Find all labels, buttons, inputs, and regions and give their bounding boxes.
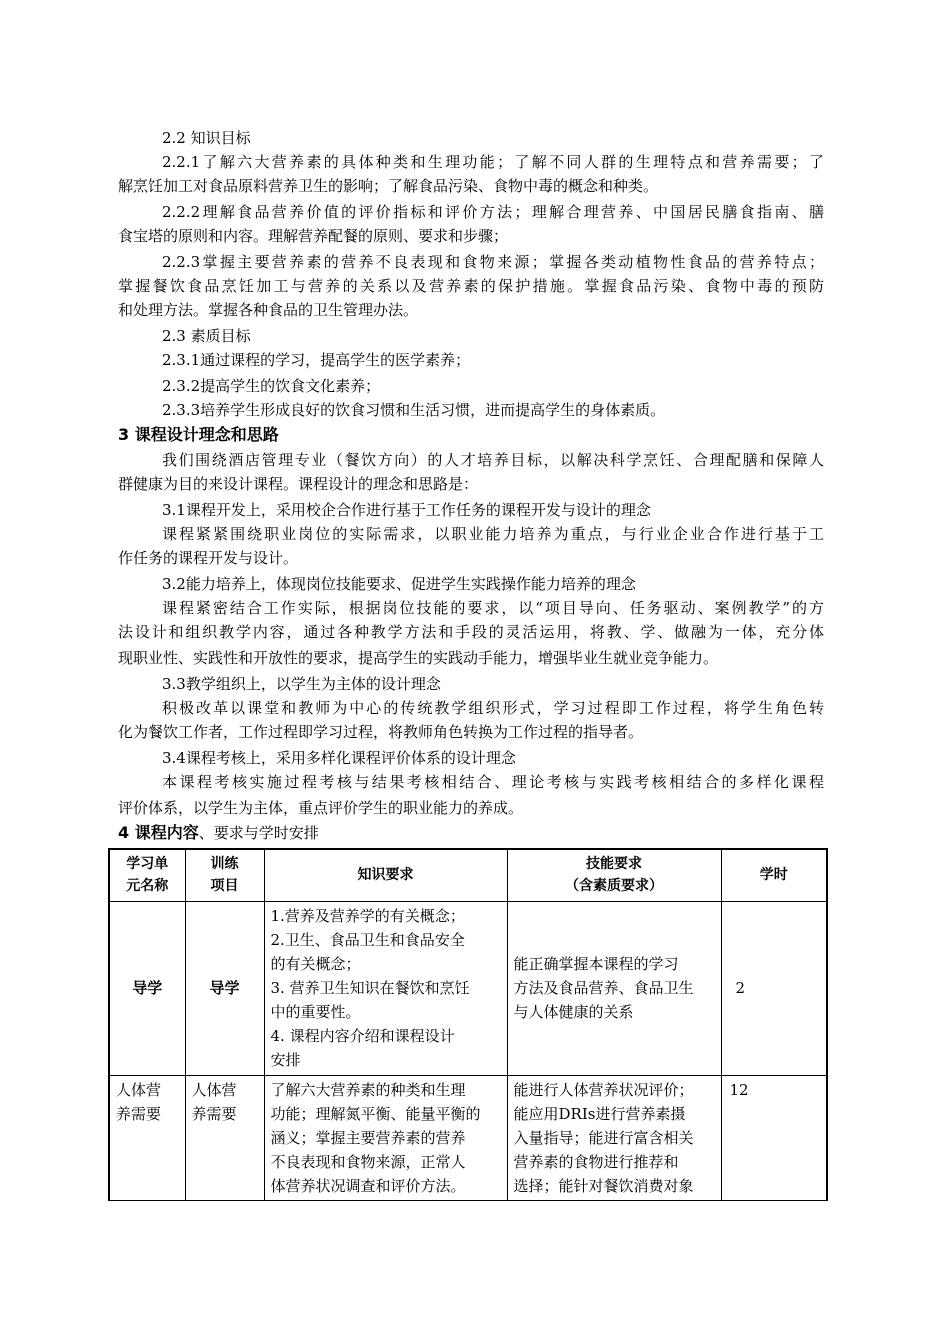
knowledge-line: 3. 营养卫生知识在餐饮和烹饪 bbox=[270, 979, 470, 997]
heading-section-4 bbox=[118, 820, 319, 846]
knowledge-line: 4. 课程内容介绍和课程设计 bbox=[270, 1027, 455, 1045]
section3-intro-line: 我们围绕酒店管理专业（餐饮方向）的人才培养目标，以解决科学烹饪、合理配膳和保障人 bbox=[162, 451, 824, 469]
heading-section-4-tail: 、要求与学时安排 bbox=[198, 824, 319, 842]
header-item-line: 训练 bbox=[210, 856, 239, 873]
para-2-2-3-line: 2.2.3掌握主要营养素的营养不良表现和食物来源；掌握各类动植物性食品的营养特点； bbox=[162, 253, 824, 271]
item-line: 养需要 bbox=[191, 1104, 237, 1123]
cell-unit: 导学 bbox=[109, 901, 185, 1075]
cell-knowledge bbox=[264, 1075, 507, 1200]
knowledge-line: 涵义；掌握主要营养素的营养 bbox=[270, 1128, 466, 1147]
skill-line: 能进行人体营养状况评价； bbox=[513, 1080, 694, 1099]
para-3-1-line: 课程紧紧围绕职业岗位的实际需求，以职业能力培养为重点，与行业企业合作进行基于工 bbox=[162, 525, 824, 543]
para-2-2-3-line: 掌握餐饮食品烹饪加工与营养的关系以及营养素的保护措施。掌握食品污染、食物中毒的预防 bbox=[118, 277, 824, 295]
header-skill-line: （含素质要求） bbox=[565, 878, 663, 895]
para-2-2-2-line: 食宝塔的原则和内容。理解营养配餐的原则、要求和步骤； bbox=[118, 227, 509, 245]
para-3-3-line: 积极改革以课堂和教师为中心的传统教学组织形式，学习过程即工作过程，将学生角色转 bbox=[162, 699, 824, 717]
knowledge-line: 的有关概念； bbox=[270, 955, 361, 973]
cell-item bbox=[185, 1075, 264, 1200]
course-content-table bbox=[108, 848, 828, 1201]
skill-line: 选择；能针对餐饮消费对象 bbox=[513, 1176, 694, 1195]
para-3-2-line: 现职业性、实践性和开放性的要求，提高学生的实践动手能力，增强毕业生就业竞争能力。 bbox=[118, 649, 719, 667]
para-3-1-line: 作任务的课程开发与设计。 bbox=[118, 549, 299, 567]
cell-skill bbox=[507, 901, 721, 1075]
cell-unit bbox=[109, 1075, 185, 1200]
header-unit-name bbox=[109, 849, 185, 901]
skill-line: 能正确掌握本课程的学习 bbox=[513, 955, 679, 973]
knowledge-line: 2.卫生、食品卫生和食品安全 bbox=[270, 931, 465, 949]
table-row bbox=[109, 1075, 827, 1200]
skill-line: 方法及食品营养、食品卫生 bbox=[513, 979, 694, 997]
table-row bbox=[109, 901, 827, 1075]
para-2-2-3-line: 和处理方法。掌握各种食品的卫生管理办法。 bbox=[118, 301, 419, 319]
unit-line: 人体营 bbox=[116, 1080, 162, 1099]
para-2-2-1-line: 2.2.1了解六大营养素的具体种类和生理功能；了解不同人群的生理特点和营养需要；了 bbox=[162, 153, 824, 171]
heading-2-2: 2.2 知识目标 bbox=[162, 129, 251, 147]
subheading-3-3: 3.3教学组织上，以学生为主体的设计理念 bbox=[162, 675, 441, 693]
para-3-3-line: 化为餐饮工作者，工作过程即学习过程，将教师角色转换为工作过程的指导者。 bbox=[118, 723, 644, 741]
header-skill bbox=[507, 849, 721, 901]
header-knowledge: 知识要求 bbox=[264, 849, 507, 901]
para-3-4-line: 评价体系，以学生为主体，重点评价学生的职业能力的养成。 bbox=[118, 799, 524, 817]
para-3-2-line: 课程紧密结合工作实际，根据岗位技能的要求，以“项目导向、任务驱动、案例教学”的方 bbox=[162, 599, 824, 617]
header-training-item bbox=[185, 849, 264, 901]
para-3-4-line: 本课程考核实施过程考核与结果考核相结合、理论考核与实践考核相结合的多样化课程 bbox=[162, 773, 824, 791]
subheading-3-4: 3.4课程考核上，采用多样化课程评价体系的设计理念 bbox=[162, 749, 516, 767]
skill-line: 营养素的食物进行推荐和 bbox=[513, 1152, 679, 1171]
header-item-line: 项目 bbox=[210, 878, 239, 895]
heading-section-4-bold: 4 课程内容 bbox=[118, 823, 199, 842]
header-skill-line: 技能要求 bbox=[586, 856, 642, 873]
subheading-3-2: 3.2能力培养上，体现岗位技能要求、促进学生实践操作能力培养的理念 bbox=[162, 575, 636, 593]
header-unit-line: 学习单 bbox=[126, 856, 169, 873]
skill-line: 与人体健康的关系 bbox=[513, 1003, 634, 1021]
para-2-3-2: 2.3.2提高学生的饮食文化素养； bbox=[162, 377, 381, 395]
header-unit-line: 元名称 bbox=[126, 878, 169, 895]
heading-2-3: 2.3 素质目标 bbox=[162, 327, 251, 345]
knowledge-line: 不良表现和食物来源，正常人 bbox=[270, 1152, 466, 1171]
para-3-2-line: 法设计和组织教学内容，通过各种教学方法和手段的灵活运用，将教、学、做融为一体，充分体 bbox=[118, 623, 824, 641]
cell-hours: 2 bbox=[721, 901, 827, 1075]
skill-line: 能应用DRIs进行营养素摄 bbox=[513, 1104, 686, 1123]
subheading-3-1: 3.1课程开发上，采用校企合作进行基于工作任务的课程开发与设计的理念 bbox=[162, 501, 651, 519]
para-2-2-2-line: 2.2.2理解食品营养价值的评价指标和评价方法；理解合理营养、中国居民膳食指南、膳 bbox=[162, 203, 824, 221]
cell-item: 导学 bbox=[185, 901, 264, 1075]
item-line: 人体营 bbox=[191, 1080, 237, 1099]
para-2-3-3: 2.3.3培养学生形成良好的饮食习惯和生活习惯，进而提高学生的身体素质。 bbox=[162, 401, 666, 419]
cell-knowledge bbox=[264, 901, 507, 1075]
heading-section-3: 3 课程设计理念和思路 bbox=[118, 425, 279, 444]
section3-intro-line: 群健康为目的来设计课程。课程设计的理念和思路是： bbox=[118, 475, 479, 493]
knowledge-line: 功能；理解氮平衡、能量平衡的 bbox=[270, 1104, 481, 1123]
cell-hours: 12 bbox=[721, 1075, 827, 1200]
table-header-row bbox=[109, 849, 827, 901]
header-hours: 学时 bbox=[721, 849, 827, 901]
knowledge-line: 1.营养及营养学的有关概念； bbox=[270, 907, 465, 925]
knowledge-line: 中的重要性。 bbox=[270, 1003, 361, 1021]
knowledge-line: 体营养状况调查和评价方法。 bbox=[270, 1176, 466, 1195]
para-2-2-1-line: 解烹饪加工对食品原料营养卫生的影响；了解食品污染、食物中毒的概念和种类。 bbox=[118, 177, 659, 195]
para-2-3-1: 2.3.1通过课程的学习，提高学生的医学素养； bbox=[162, 351, 471, 369]
unit-line: 养需要 bbox=[116, 1104, 162, 1123]
cell-skill bbox=[507, 1075, 721, 1200]
knowledge-line: 了解六大营养素的种类和生理 bbox=[270, 1080, 466, 1099]
skill-line: 入量指导；能进行富含相关 bbox=[513, 1128, 694, 1147]
knowledge-line: 安排 bbox=[270, 1051, 301, 1069]
